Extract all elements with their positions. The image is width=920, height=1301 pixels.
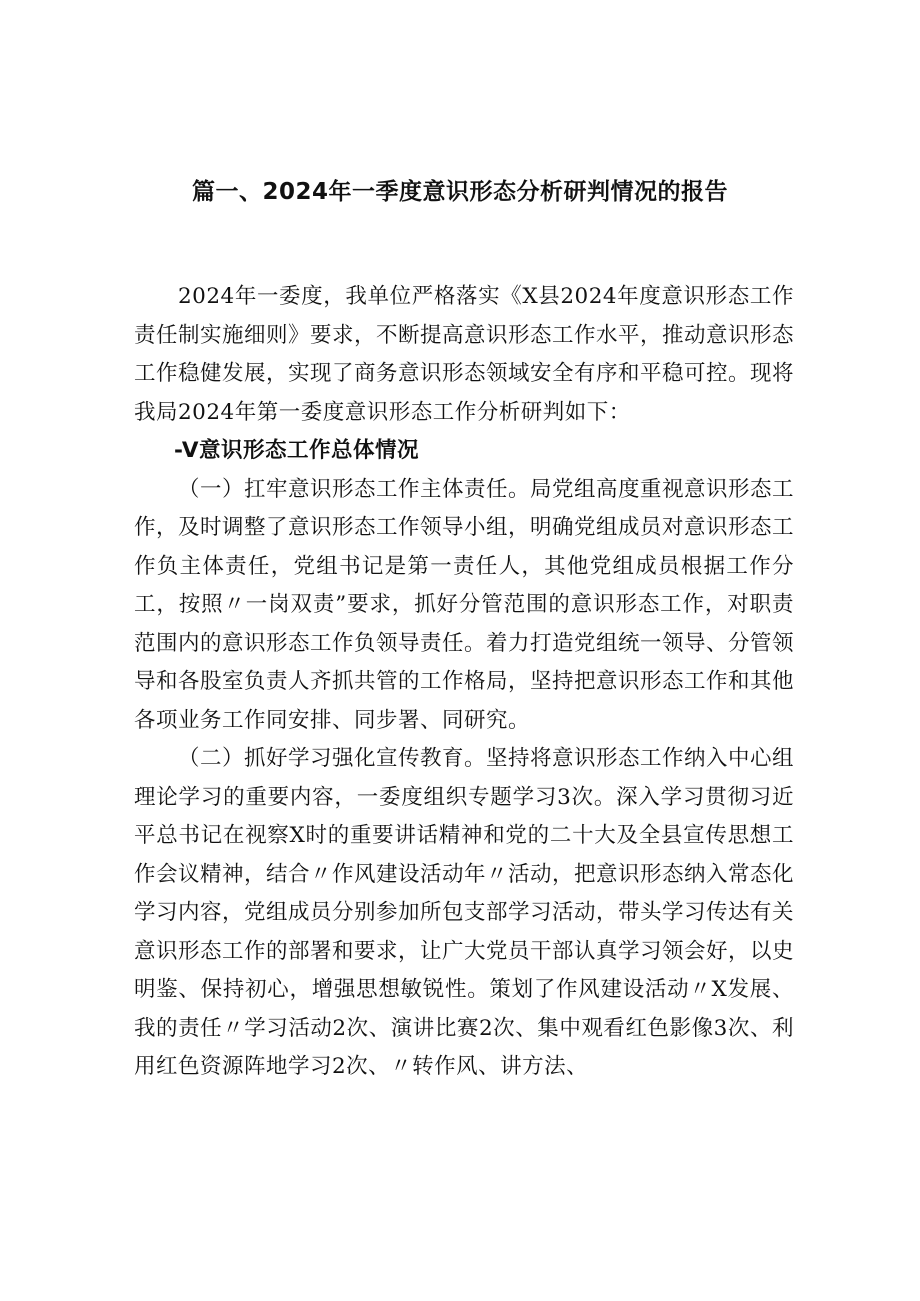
document-body <box>134 278 794 1087</box>
section-heading-overall: -V意识形态工作总体情况 <box>174 438 419 463</box>
document-title: 篇一、2024年一季度意识形态分析研判情况的报告 <box>191 179 728 205</box>
item-paragraph-1: （一）扛牢意识形态工作主体责任。局党组高度重视意识形态工作，及时调整了意识形态工作领导小组，明确党组成员对意识形态工作负主体责任，党组书记是第一责任人，其他党组成员根据工作分工，按照〃一岗双责”要求，抓好分管范围的意识形态工作，对职责范围内的意识形态工作负领导责任。着力打造党组统一领导、分管领导和各股室负责人齐抓共管的工作格局，坚持把意识形态工作和其他各项业务工作同安排、同步署、同研究。 <box>134 476 795 733</box>
item-paragraph-2: （二）抓好学习强化宣传教育。坚持将意识形态工作纳入中心组理论学习的重要内容，一委度组织专题学习3次。深入学习贯彻习近平总书记在视察X时的重要讲话精神和党的二十大及全县宣传思想工作会议精神，结合〃作风建设活动年〃活动，把意识形态纳入常态化学习内容，党组成员分别参加所包支部学习活动，带头学习传达有关意识形态工作的部署和要求，让广大党员干部认真学习领会好，以史明鉴、保持初心，增强思想敏锐性。策划了作风建设活动〃X发展、我的责任〃学习活动2次、演讲比赛2次、集中观看红色影像3次、利用红色资源阵地学习2次、〃转作风、讲方法、 <box>134 746 795 1079</box>
intro-paragraph: 2024年一委度，我单位严格落实《X县2024年度意识形态工作责任制实施细则》要求，不断提高意识形态工作水平，推动意识形态工作稳健发展，实现了商务意识形态领域安全有序和平稳可控。现将我局2024年第一委度意识形态工作分析研判如下： <box>134 284 795 425</box>
